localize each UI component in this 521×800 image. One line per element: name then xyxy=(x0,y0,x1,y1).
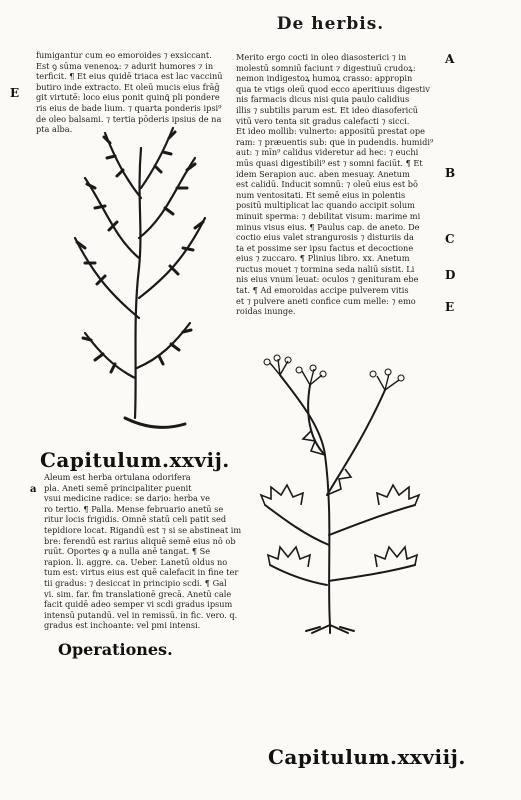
margin-letter-e-right: E xyxy=(445,300,455,314)
right-text-column xyxy=(236,52,450,317)
text-line: tum est: virtus eius est quē calefacit in fine ter xyxy=(44,567,239,578)
text-line: vitū vero tenta sit gradus calefacti ⁊ sicci. xyxy=(236,115,410,126)
text-line: positū multiplicat lac quando accipit solum xyxy=(236,200,415,211)
text-line: nis eius vnum leuat: oculos ⁊ genituram ebe xyxy=(236,274,419,285)
text-line: coctio eius valet strangurosis ⁊ disturiis da xyxy=(236,232,414,243)
text-line: ro tertio. ¶ Palla. Mense februario anetū se xyxy=(44,503,224,514)
text-line: illis ⁊ subtilis parum est. Et ideo diasofericū xyxy=(236,104,419,115)
text-line: butiro inde extracto. Et oleū mucis eius frāḡ xyxy=(36,81,220,92)
text-line: de oleo balsami. ⁊ tertia pōderis ipsius de na xyxy=(36,113,222,124)
text-line: Est ꝯ sūma venenoꝝ: ⁊ adurit humores ⁊ in xyxy=(36,60,214,71)
text-line: idem Serapion auc. aben mesuay. Anetum xyxy=(236,168,410,179)
text-line: ructus mouet ⁊ tormina seda naliū sistit. Li xyxy=(236,263,415,274)
chapter-heading-27: Capitulum.xxvij. xyxy=(40,448,230,472)
text-line: minuit sperma: ⁊ debilitat visum: marime mi xyxy=(236,210,421,221)
chapter-heading-28: Capitulum.xxviij. xyxy=(268,745,466,769)
dill-woodcut-illustration xyxy=(55,118,215,442)
text-line: minus visus eius. ¶ Paulus cap. de aneto. De xyxy=(236,221,420,232)
margin-letter-a-small: a xyxy=(30,484,37,495)
text-line: vi. sim. far. fm translationē grecā. Anetū cale xyxy=(44,588,232,599)
text-line: num ventositati. Et semē eius in polentis xyxy=(236,189,406,200)
margin-letter-e-left: E xyxy=(10,86,20,100)
left-text-column-bottom xyxy=(44,472,244,631)
text-line: pla. Aneti semē principaliter ꝑuenit xyxy=(44,482,192,493)
text-line: tepidiore locat. Rigandū est ⁊ si se abstineat im xyxy=(44,524,242,535)
text-line: aut: ⁊ mīn⁹ calidus videretur ad hec: ⁊ euchi xyxy=(236,147,419,158)
text-line: tat. ¶ Ad emoroidas accipe pulverem vitis xyxy=(236,285,409,296)
text-line: ruūt. Oportes ꝙ a nulla anē tangat. ¶ Se xyxy=(44,546,211,557)
text-line: et ⁊ pulvere aneti confice cum melle: ⁊ emo xyxy=(236,295,416,306)
plant-left-svg xyxy=(55,118,215,438)
margin-letter-a: A xyxy=(445,52,455,66)
text-line: est calidū. Inducit somnū: ⁊ oleū eius est bō xyxy=(236,179,418,190)
text-line: Merito ergo cocti in oleo diasosterici ⁊ in xyxy=(236,52,407,62)
text-line: eius ⁊ zuccaro. ¶ Plinius libro. xx. Anetum xyxy=(236,253,410,264)
text-line: pta alba. xyxy=(36,124,73,135)
running-head: De herbis. xyxy=(276,14,385,34)
margin-letter-c: C xyxy=(445,232,455,246)
text-line: qua te vtigs oleū quod ecco aperitiuus digestiv xyxy=(236,83,430,94)
text-line: mūs quasi digestibili⁹ est ⁊ somni faciūt. ¶ Et xyxy=(236,157,423,168)
text-line: ritur locis frigidis. Omnē statū celi patit sed xyxy=(44,514,227,525)
operationes-heading: Operationes. xyxy=(58,640,173,659)
margin-letter-d: D xyxy=(445,268,456,282)
text-line: nis farmacis dicus nisi quia paulo calidius xyxy=(236,94,410,105)
text-line: Et ideo mollib: vulnerto: appositū prestat ope xyxy=(236,126,425,137)
text-line: vsui medicine radice: se dario: herba ve xyxy=(44,493,210,504)
text-line: Aleum est herba ortulana odorifera xyxy=(44,472,191,482)
fennel-woodcut-illustration xyxy=(255,345,435,639)
text-line: intensū putandū. vel in remissū. in fic. vero. q. xyxy=(44,609,238,620)
text-line: tii gradus: ⁊ desiccat in principio scdi. ¶ Gal xyxy=(44,577,227,588)
text-line: ram: ⁊ præuentis sub: que in pudendis. humidi⁹ xyxy=(236,136,434,147)
text-line: ris eius de bade lium. ⁊ quarta ponderis ipsi⁹ xyxy=(36,102,222,113)
text-line: nemon indigestoꝝ humoꝝ crasso: appropin xyxy=(236,73,413,84)
text-line: facit quidē adeo semper vi scdi gradus ipsum xyxy=(44,599,233,610)
text-line: git virtutē: loco eius ponit quinꝗ̄ pli pondere xyxy=(36,92,220,103)
text-line: terficit. ¶ Et eius quidē triaca est lac vaccinū xyxy=(36,71,223,82)
plant-right-svg xyxy=(255,345,435,635)
text-line: fumigantur cum eo emoroides ⁊ exsiccant. xyxy=(36,50,212,60)
text-line: ta et possime ser ipsu factus et decoctione xyxy=(236,242,414,253)
text-line: bre: ferendū est rarius aliquē semē eius nō ob xyxy=(44,535,236,546)
text-line: molestū somniū faciunt ⁊ digestiuū crudoꝝ: xyxy=(236,62,416,73)
text-line: rapion. li. aggre. ca. Ueber. Lanetū oldus no xyxy=(44,556,228,567)
margin-letter-b: B xyxy=(445,166,456,180)
text-line: gradus est inchoante: vel pmi intensi. xyxy=(44,620,201,631)
text-line: roidas inunge. xyxy=(236,306,296,317)
